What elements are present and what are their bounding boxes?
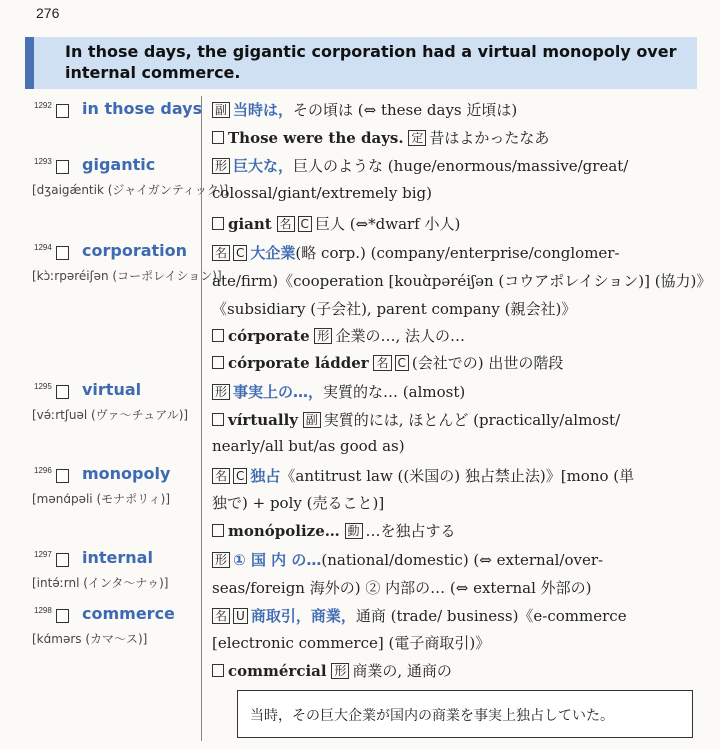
definition-highlight: 独占	[250, 467, 281, 485]
countable-tag: C	[395, 355, 409, 371]
pos-tag: 副	[303, 412, 321, 428]
derivative-word: commércial	[228, 662, 327, 680]
definition-line	[212, 127, 549, 148]
pos-tag: 名	[212, 608, 230, 624]
pos-tag: 定	[408, 130, 426, 146]
checkbox-icon[interactable]	[212, 329, 224, 342]
checkbox-icon[interactable]	[56, 385, 69, 399]
definition-text: 巨人のような (huge/enormous/massive/great/	[293, 157, 629, 175]
definition-highlight: 商取引，商業，	[250, 607, 356, 625]
definition-text: 企業の…, 法人の…	[335, 327, 465, 345]
checkbox-icon[interactable]	[56, 609, 69, 623]
entry-number: 1292	[34, 101, 52, 110]
checkbox-icon[interactable]	[212, 356, 224, 369]
pos-tag: 名	[373, 355, 391, 371]
entry-number: 1298	[34, 606, 52, 615]
pronunciation: [kɑ́mərs (カマ～ス)]	[32, 632, 148, 646]
definition-text: colossal/giant/extremely big)	[212, 184, 432, 202]
derivative-word: córporate	[228, 327, 310, 345]
checkbox-icon[interactable]	[56, 104, 69, 118]
checkbox-icon[interactable]	[212, 131, 224, 144]
definition-text: 通商 (trade/ business)《e-commerce	[355, 607, 627, 625]
definition-line	[212, 242, 620, 263]
entry-word: gigantic	[82, 155, 156, 174]
definition-text: その頃は (⇔ these days 近頃は)	[293, 101, 518, 119]
definition-line	[212, 465, 634, 486]
definition-text: [electronic commerce] (電子商取引)》	[212, 634, 491, 652]
derivative-word: Those were the days.	[228, 129, 404, 147]
checkbox-icon[interactable]	[212, 413, 224, 426]
pronunciation: [mənɑ́pəli (モナポリィ)]	[32, 492, 171, 506]
pos-tag: 動	[345, 523, 363, 539]
countable-tag: C	[233, 245, 247, 261]
entry-number: 1296	[34, 466, 52, 475]
entry-number: 1297	[34, 550, 52, 559]
pos-tag: 名	[212, 245, 230, 261]
checkbox-icon[interactable]	[212, 664, 224, 677]
translation-text: 当時，その巨大企業が国内の商業を事実上独占していた。	[250, 708, 614, 724]
checkbox-icon[interactable]	[56, 160, 69, 174]
definition-highlight: 事実上の…，	[233, 383, 324, 401]
entry-number: 1294	[34, 243, 52, 252]
checkbox-icon[interactable]	[56, 553, 69, 567]
countable-tag: C	[233, 468, 247, 484]
definition-line	[212, 99, 517, 120]
entry-word: virtual	[82, 380, 142, 399]
pos-tag: 形	[212, 552, 230, 568]
definition-text: nearly/all but/as good as)	[212, 437, 405, 455]
pronunciation: [dʒaigǽntik (ジャイガンティック)]	[32, 183, 229, 197]
derivative-word: córporate ládder	[228, 354, 369, 372]
definition-highlight: ① 国 内 の…	[233, 551, 322, 569]
definition-text: (national/domestic) (⇔ external/over-	[321, 551, 604, 569]
definition-line	[212, 632, 490, 653]
definition-line	[212, 213, 460, 234]
definition-highlight: 巨大な，	[233, 157, 294, 175]
definition-text: 《antitrust law ((米国の) 独占禁止法)》[mono (単	[280, 467, 635, 485]
checkbox-icon[interactable]	[56, 246, 69, 260]
definition-text: (略 corp.) (company/enterprise/conglomer-	[295, 244, 620, 262]
definition-text: 昔はよかったなあ	[429, 129, 550, 147]
definition-text: …を独占する	[365, 522, 456, 540]
pos-tag: 副	[212, 102, 230, 118]
entry-word: monopoly	[82, 464, 171, 483]
pos-tag: 名	[277, 216, 295, 232]
definition-highlight: 当時は，	[233, 101, 294, 119]
definition-line	[212, 660, 452, 681]
derivative-word: monópolize…	[228, 522, 340, 540]
definition-line	[212, 184, 432, 202]
definition-line	[212, 409, 620, 430]
definition-line	[212, 298, 576, 319]
definition-text: (会社での) 出世の階段	[411, 354, 564, 372]
pos-tag: 形	[212, 158, 230, 174]
derivative-word: giant	[228, 215, 272, 233]
definition-line	[212, 325, 465, 346]
definition-line	[212, 549, 603, 570]
definition-line	[212, 520, 456, 541]
uncountable-tag: U	[233, 608, 248, 624]
pronunciation: [və́ːrtʃuəl (ヴァ～チュアル)]	[32, 408, 189, 422]
definition-text: 巨人 (⇔*dwarf 小人)	[314, 215, 461, 233]
pos-tag: 形	[212, 384, 230, 400]
definition-line	[212, 605, 627, 626]
page-number: 276	[36, 5, 60, 21]
entry-number: 1293	[34, 157, 52, 166]
pos-tag: 形	[331, 663, 349, 679]
definition-text: 実質的には, ほとんど (practically/almost/	[323, 411, 621, 429]
definition-line	[212, 381, 465, 402]
translation-box	[237, 690, 693, 738]
definition-text: 商業の, 通商の	[352, 662, 452, 680]
definition-text: 実質的な… (almost)	[323, 383, 466, 401]
pronunciation: [intə́ːrnl (インタ～ナゥ)]	[32, 576, 169, 590]
example-sentence-banner	[25, 37, 697, 89]
pos-tag: 名	[212, 468, 230, 484]
derivative-word: vírtually	[228, 411, 298, 429]
definition-line	[212, 270, 711, 291]
entry-word: corporation	[82, 241, 188, 260]
example-sentence: In those days, the gigantic corporation had a virtual monopoly over internal commerce.	[65, 42, 677, 82]
definition-highlight: 大企業	[250, 244, 296, 262]
definition-text: seas/foreign 海外の) ② 内部の… (⇔ external 外部の)	[212, 579, 592, 597]
definition-line	[212, 492, 384, 513]
checkbox-icon[interactable]	[212, 217, 224, 230]
definition-line	[212, 155, 628, 176]
pronunciation: [kɔ̀ːrpəréiʃən (コーポレイション)]	[32, 269, 222, 283]
checkbox-icon[interactable]	[56, 469, 69, 483]
entry-word: internal	[82, 548, 153, 567]
pos-tag: 形	[314, 328, 332, 344]
definition-line	[212, 437, 405, 455]
definition-text: 《subsidiary (子会社), parent company (親会社)》	[212, 300, 577, 318]
banner-accent-bar	[25, 37, 34, 89]
entry-word: in those days	[82, 99, 203, 118]
definition-line	[212, 352, 563, 373]
entry-word: commerce	[82, 604, 175, 623]
definition-text: 独で) + poly (売ること)]	[212, 494, 385, 512]
entry-number: 1295	[34, 382, 52, 391]
definition-line	[212, 577, 592, 598]
countable-tag: C	[298, 216, 312, 232]
definition-text: ate/firm)《cooperation [kouɑ̀pəréiʃən (コウアポレイション)] (協力)》	[212, 272, 712, 290]
checkbox-icon[interactable]	[212, 524, 224, 537]
